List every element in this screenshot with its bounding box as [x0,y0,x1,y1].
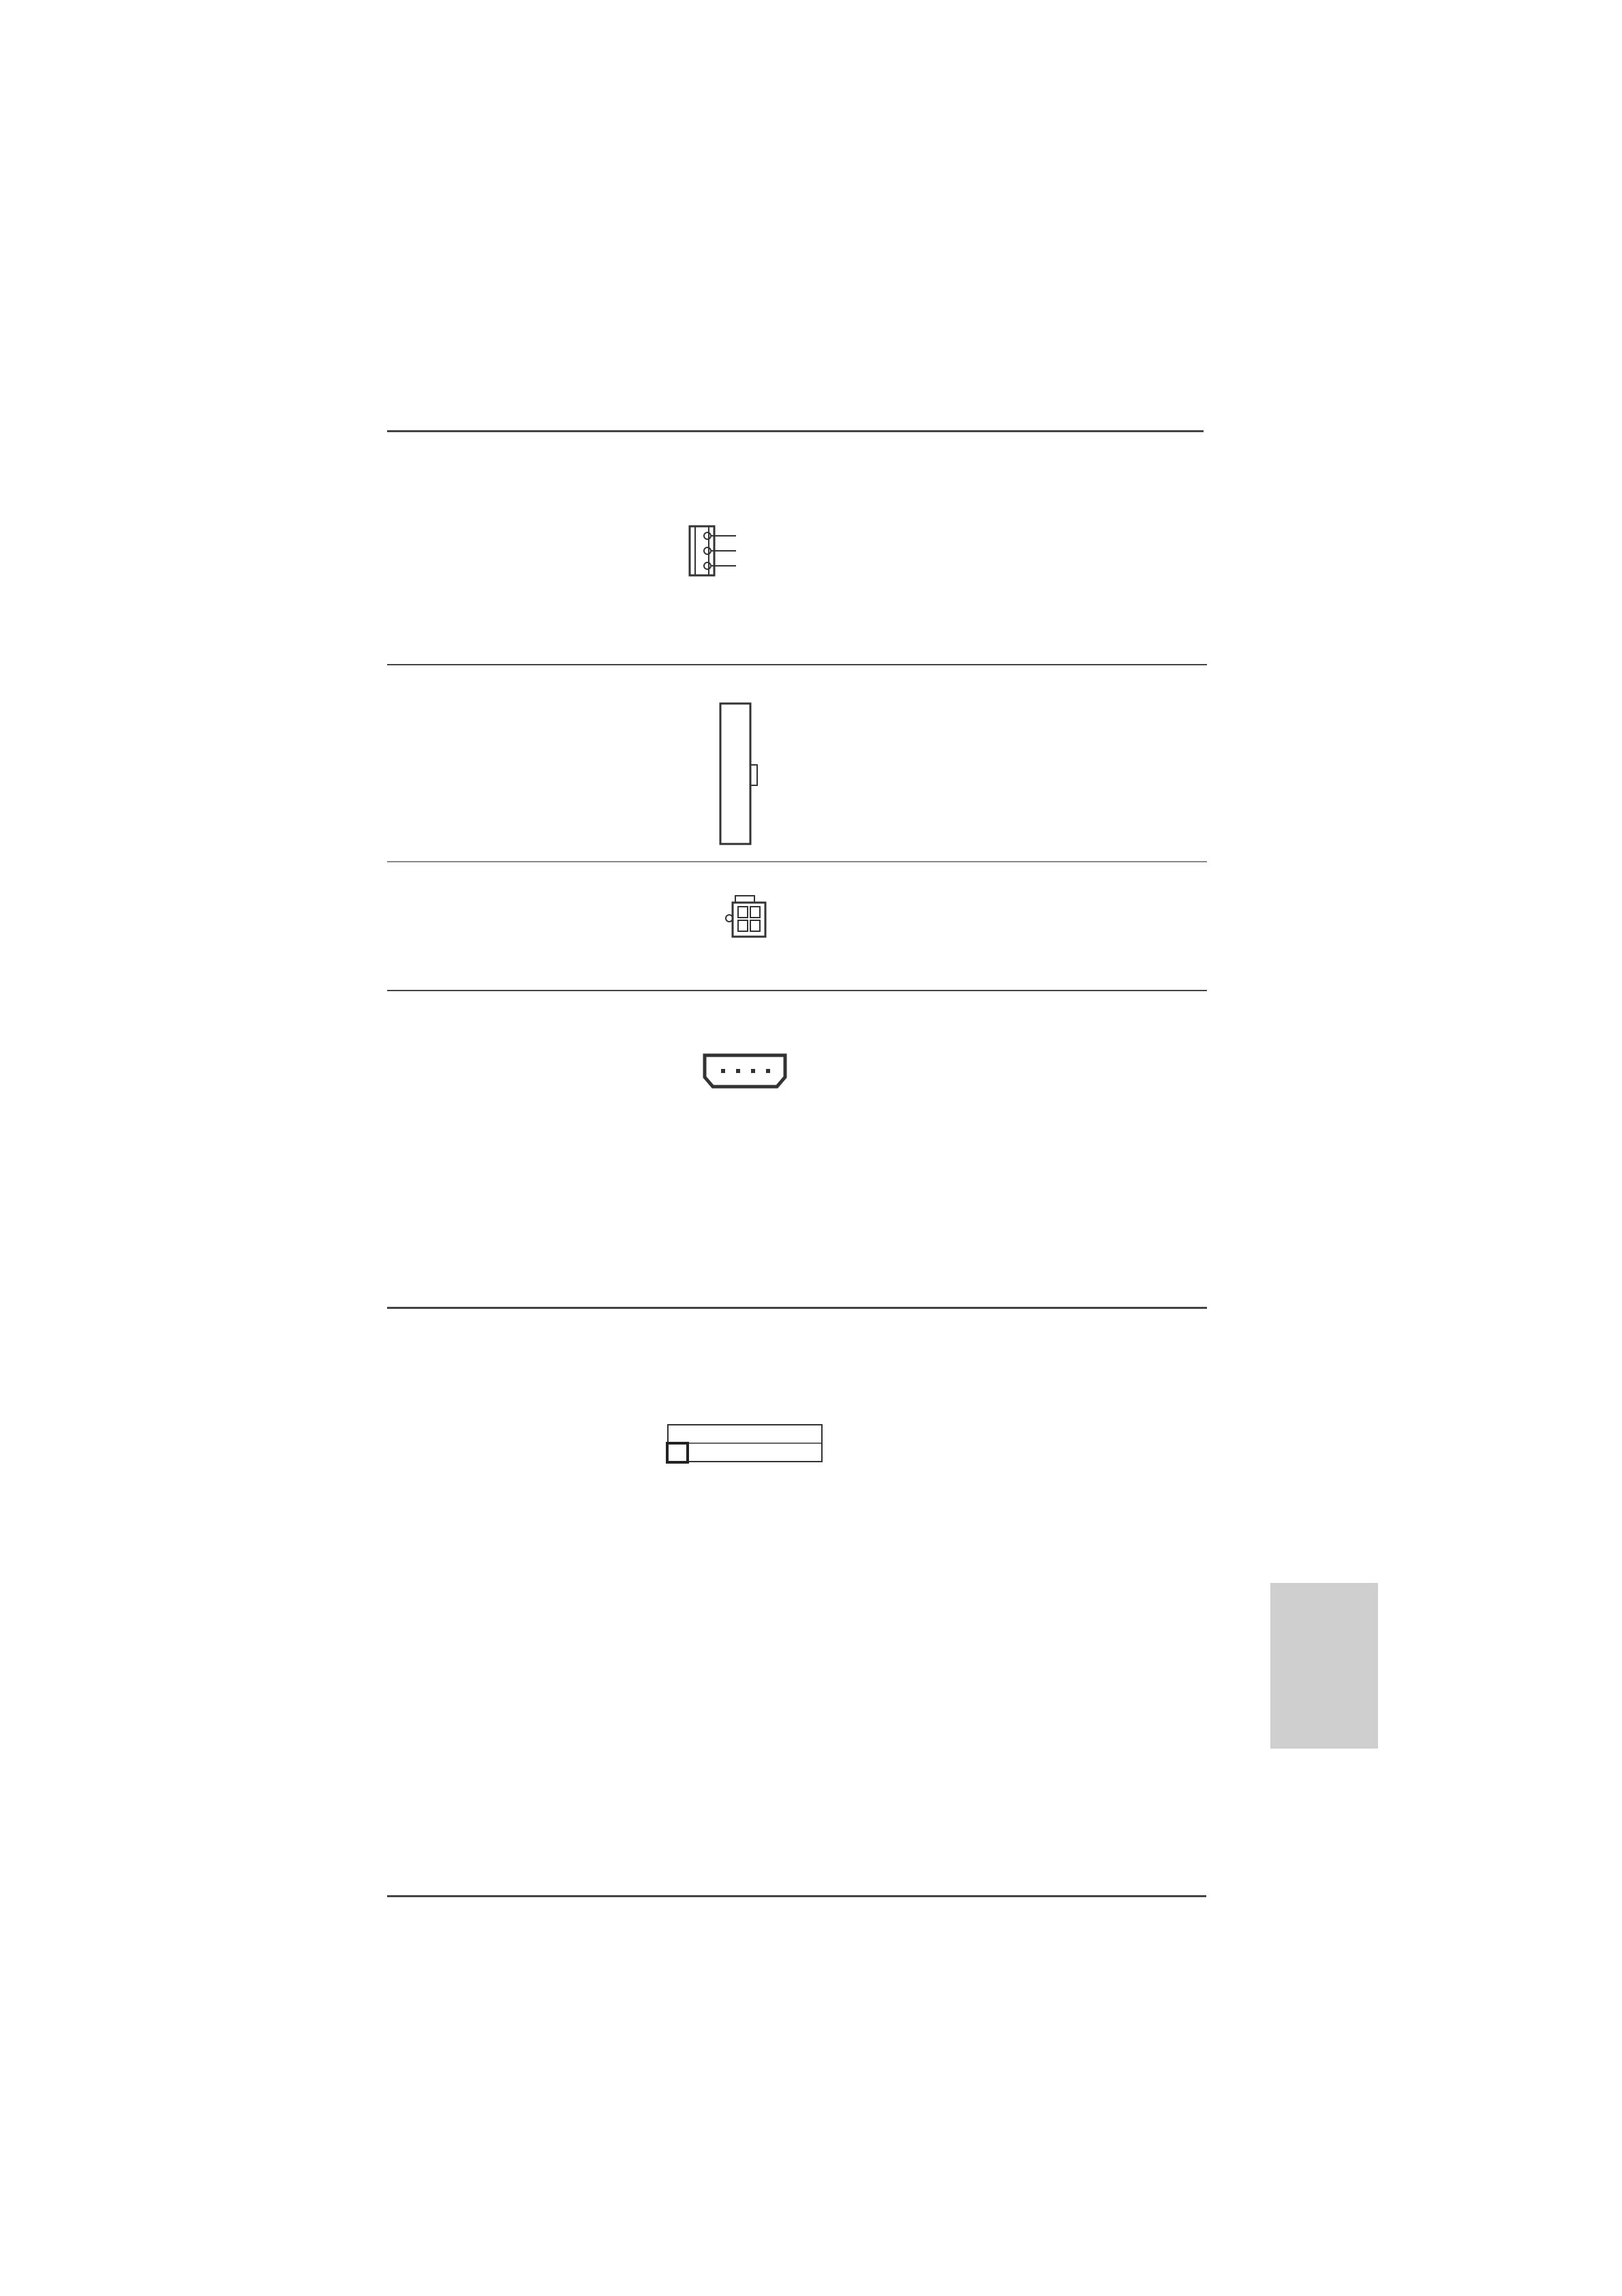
top-rule [387,430,1204,432]
footer-rule [387,1895,1206,1897]
atx-power-connector-diagram [719,702,760,847]
section-divider [387,664,1207,665]
section-divider [387,861,1207,862]
cpu-fan-connector-diagram [688,524,845,578]
sli-xfire-connector-diagram [702,1053,788,1089]
game-port-connector-diagram [654,1324,852,1583]
section-divider [387,990,1207,991]
language-tab [1270,1583,1378,1749]
footer-text [593,1903,609,1929]
section-divider [387,1307,1207,1309]
atx-12v-connector-diagram [724,893,772,941]
